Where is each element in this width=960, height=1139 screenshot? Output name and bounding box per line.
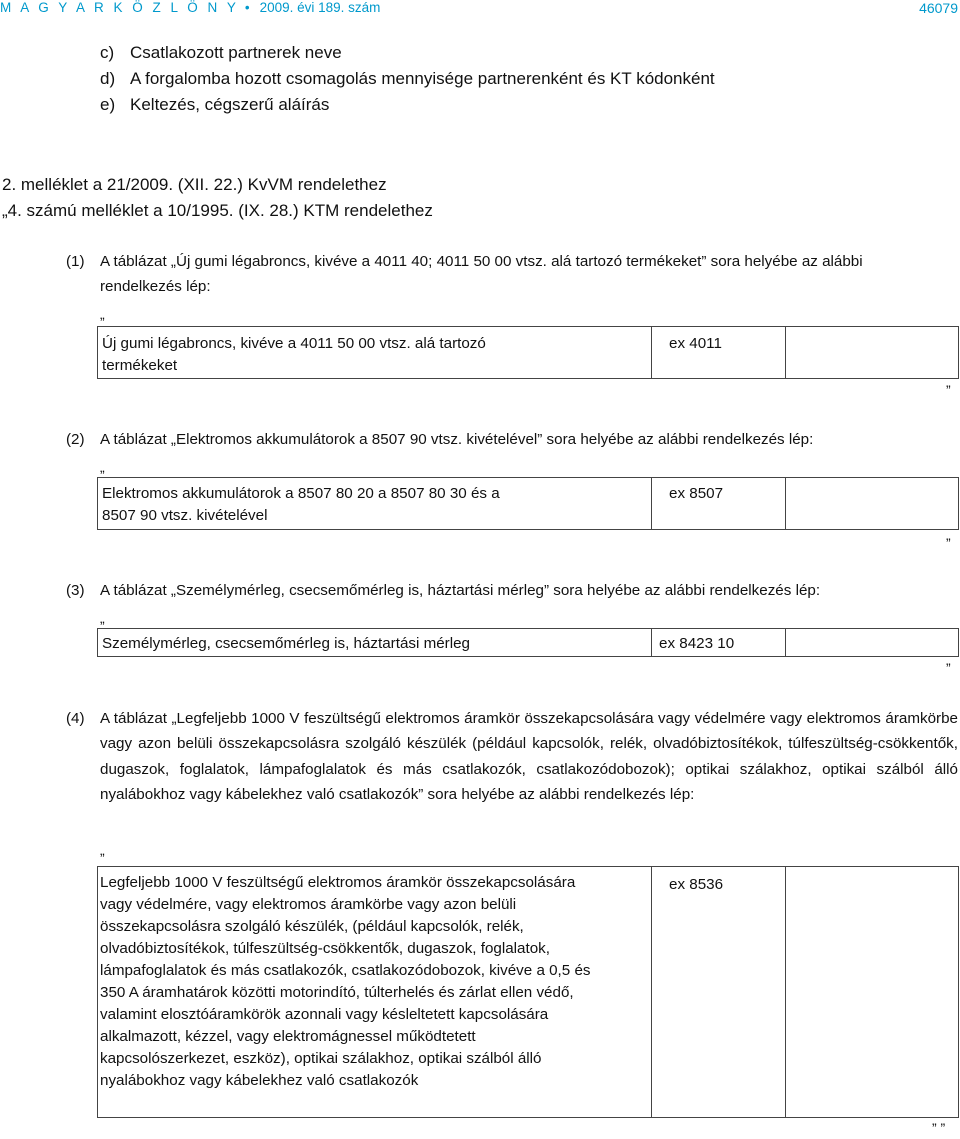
section-2-close-quote: ” [946,535,951,551]
section-2-text: A táblázat „Elektromos akkumulátorok a 8507 90 vtsz. kivételével” sora helyébe az alábbi rendelkezés lép: [100,431,814,448]
list-item-d-letter: d) [100,69,116,88]
header-bullet: • [244,0,250,15]
issue-label: 2009. évi 189. szám [259,0,381,15]
page-number: 46079 [919,0,958,16]
section-3-close-quote: ” [946,660,951,676]
section-4-open-quote: „ [100,842,105,858]
list-item-e-text: Keltezés, cégszerű aláírás [130,95,330,114]
section-1-number: (1) [66,253,85,270]
annex-title: 2. melléklet a 21/2009. (XII. 22.) KvVM rendelethez [2,175,387,194]
section-1-row-desc: Új gumi légabroncs, kivéve a 4011 50 00 vtsz. alá tartozó termékeket [102,335,486,374]
list-item-d-text: A forgalomba hozott csomagolás mennyisége partnerenként és KT kódonként [130,69,715,88]
section-1-row-code: ex 4011 [669,335,722,352]
section-4-row-desc: Legfeljebb 1000 V feszültségű elektromos áramkör összekapcsolására vagy védelmére, vagy elektromos áramkörbe vagy azon belüli összekapcsolásra szolgáló készülék, (például kapcsolók, relék, olvadóbiztosítékok, túlfeszültség-csökkentők, dugaszok, foglalatok, lámpafoglalatok és más csatlakozók, csatlakozódobozok, kivéve a 0,5 és 350 A áramhatárok közötti motorindító, túlterhelés és zárlat ellen védő, valamint elosztóáramkörök azonnali vagy késleltetett kapcsolására alkalmazott, kézzel, vagy elektromágnessel működtetett kapcsolószerkezet, eszköz), optikai szálakhoz, optikai szálból álló nyalábokhoz vagy kábelekhez való csatlakozók [100,874,591,1089]
section-4-number: (4) [66,710,85,727]
section-3-row-code: ex 8423 10 [659,635,735,652]
section-1-text-line2: rendelkezés lép: [100,278,211,295]
section-3-row-desc: Személymérleg, csecsemőmérleg is, háztartási mérleg [102,635,471,652]
section-2-row-desc: Elektromos akkumulátorok a 8507 80 20 a 8507 80 30 és a 8507 90 vtsz. kivételével [102,485,500,524]
list-item-c-text: Csatlakozott partnerek neve [130,43,342,62]
list-item-c-letter: c) [100,43,115,62]
section-4-close-quotes: ” ” [932,1120,946,1136]
section-2-row-code: ex 8507 [669,485,724,502]
section-2-open-quote: „ [100,459,105,475]
section-3-text: A táblázat „Személymérleg, csecsemőmérleg is, háztartási mérleg” sora helyébe az alábbi rendelkezés lép: [100,582,821,599]
annex-subtitle: „4. számú melléklet a 10/1995. (IX. 28.) KTM rendelethez [2,201,433,220]
section-2-number: (2) [66,431,85,448]
section-1-open-quote: „ [100,306,105,322]
section-4-row-code: ex 8536 [669,876,724,893]
section-1-text-line1: A táblázat „Új gumi légabroncs, kivéve a 4011 40; 4011 50 00 vtsz. alá tartozó termékeket” sora helyébe az alábbi [100,253,863,270]
list-item-e-letter: e) [100,95,116,114]
section-4-code-cell [652,867,786,1117]
publication-title: M A G Y A R K Ö Z L Ö N Y [0,0,239,15]
section-3-number: (3) [66,582,85,599]
section-3-open-quote: „ [100,610,105,626]
running-header [0,0,380,15]
section-1-close-quote: ” [946,382,951,398]
section-4-text: A táblázat „Legfeljebb 1000 V feszültségű elektromos áramkör összekapcsolására vagy védelmére vagy elektromos áramkörbe vagy azon belüli összekapcsolásra szolgáló készülék (például kapcsolók, relék, olvadóbiztosítékok, túlfeszültség-csökkentők, dugaszok, foglalatok, lámpafoglalatok és más csatlakozók, csatlakozódobozok); optikai szálakhoz, optikai szálból álló nyalábokhoz vagy kábelekhez való csatlakozók” sora helyébe az alábbi rendelkezés lép: [100,710,958,804]
